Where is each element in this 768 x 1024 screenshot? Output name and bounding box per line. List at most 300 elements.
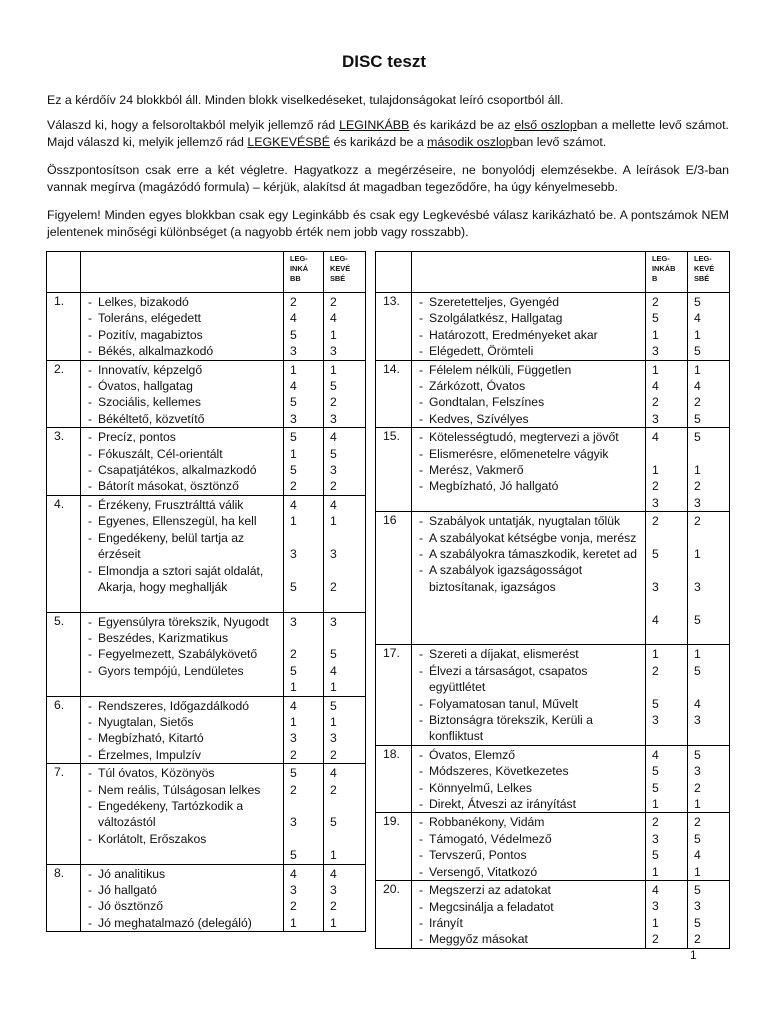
score-leginkabb[interactable]: 3	[290, 547, 297, 562]
statement-text: Versengő, Vitatkozó	[429, 864, 538, 879]
score-legkevesbe[interactable]: 1	[694, 327, 701, 342]
score-leginkabb[interactable]: 1	[290, 514, 297, 529]
score-legkevesbe[interactable]: 5	[330, 698, 337, 713]
score-legkevesbe[interactable]: 2	[330, 479, 337, 494]
score-leginkabb[interactable]: 5	[652, 848, 659, 863]
statement-item	[83, 446, 281, 462]
statement-item	[414, 780, 643, 796]
statement-item	[414, 747, 643, 763]
score-leginkabb[interactable]: 5	[652, 764, 659, 779]
statement-item	[414, 814, 643, 830]
score-leginkabb[interactable]: 1	[290, 680, 297, 695]
bullet-dash: -	[419, 411, 424, 426]
statement-text: Folyamatosan tanul, Művelt	[429, 696, 579, 711]
statement-item	[83, 798, 281, 831]
bullet-dash: -	[88, 327, 93, 342]
score-legkevesbe[interactable]: 2	[694, 932, 701, 947]
legkevesbe-scores	[324, 764, 366, 864]
leginkabb-scores	[646, 745, 688, 813]
block-statements	[81, 864, 284, 932]
block-number: 3.	[47, 428, 81, 496]
score-legkevesbe[interactable]: 5	[694, 831, 701, 846]
legkevesbe-scores	[688, 813, 730, 881]
instr-text-5: ban levő számot.	[512, 135, 607, 149]
statement-text: Zárkózott, Óvatos	[429, 379, 526, 394]
score-legkevesbe[interactable]: 5	[694, 663, 701, 678]
bullet-dash: -	[419, 530, 424, 545]
score-legkevesbe[interactable]: 5	[694, 344, 701, 359]
score-legkevesbe[interactable]: 3	[330, 731, 337, 746]
score-legkevesbe[interactable]: 3	[330, 614, 337, 629]
score-leginkabb[interactable]: 3	[290, 815, 297, 830]
header-empty-items	[81, 252, 284, 293]
block-number: 20.	[376, 881, 412, 949]
header-empty-num	[376, 252, 412, 293]
statement-item	[83, 614, 281, 630]
score-legkevesbe[interactable]: 1	[330, 848, 337, 863]
statement-text: Határozott, Eredményeket akar	[429, 327, 598, 342]
instr-masodik-oszlop: második oszlop	[427, 135, 513, 149]
leginkabb-scores	[646, 813, 688, 881]
statement-item	[83, 646, 281, 662]
score-legkevesbe[interactable]: 1	[694, 362, 701, 377]
statement-text: Csapatjátékos, alkalmazkodó	[98, 463, 257, 478]
leginkabb-scores	[284, 293, 324, 361]
score-leginkabb[interactable]: 3	[652, 344, 659, 359]
score-legkevesbe[interactable]: 5	[694, 915, 701, 930]
score-leginkabb[interactable]: 5	[652, 547, 659, 562]
statement-item	[414, 530, 643, 546]
block-number: 1.	[47, 293, 81, 361]
score-legkevesbe[interactable]: 5	[330, 815, 337, 830]
bullet-dash: -	[419, 446, 424, 461]
score-legkevesbe[interactable]: 2	[330, 747, 337, 762]
bullet-dash: -	[88, 647, 93, 662]
score-leginkabb[interactable]: 5	[652, 780, 659, 795]
block-row	[376, 745, 730, 813]
score-legkevesbe[interactable]: 5	[330, 647, 337, 662]
score-legkevesbe[interactable]: 3	[694, 712, 701, 727]
score-legkevesbe[interactable]: 5	[330, 446, 337, 461]
bullet-dash: -	[419, 647, 424, 662]
bullet-dash: -	[88, 295, 93, 309]
leginkabb-scores	[284, 696, 324, 764]
instr-text-4: és karikázd be a	[330, 135, 428, 149]
block-statements	[412, 360, 646, 428]
score-leginkabb[interactable]: 2	[652, 514, 659, 529]
bullet-dash: -	[88, 497, 93, 512]
legkevesbe-scores	[688, 293, 730, 361]
score-legkevesbe[interactable]: 5	[694, 883, 701, 898]
statement-text: Rendszeres, Időgazdálkodó	[98, 698, 250, 713]
statement-item	[83, 915, 281, 931]
legkevesbe-scores	[324, 864, 366, 932]
score-legkevesbe[interactable]: 1	[330, 915, 337, 930]
block-number: 5.	[47, 612, 81, 696]
score-leginkabb[interactable]: 5	[652, 311, 659, 326]
block-number: 7.	[47, 764, 81, 864]
score-legkevesbe[interactable]: 4	[330, 311, 337, 326]
statement-item	[83, 747, 281, 763]
score-leginkabb[interactable]: 2	[290, 899, 297, 914]
score-leginkabb[interactable]: 2	[290, 295, 297, 309]
score-legkevesbe[interactable]: 5	[694, 612, 701, 627]
score-legkevesbe[interactable]: 1	[330, 715, 337, 730]
score-legkevesbe[interactable]: 5	[694, 411, 701, 426]
score-legkevesbe[interactable]: 2	[694, 514, 701, 529]
statement-item	[83, 698, 281, 714]
score-leginkabb[interactable]: 3	[290, 614, 297, 629]
bullet-dash: -	[419, 663, 424, 678]
statement-text: Engedékeny, Tartózkodik a változástól	[98, 799, 244, 830]
score-leginkabb[interactable]: 2	[290, 782, 297, 797]
statement-text: A szabályok igazságosságot biztosítanak, igazságos	[429, 563, 583, 594]
legkevesbe-scores	[324, 293, 366, 361]
score-leginkabb[interactable]: 4	[652, 379, 659, 394]
bullet-dash: -	[419, 379, 424, 394]
score-legkevesbe[interactable]: 1	[694, 797, 701, 812]
intro-paragraph: Ez a kérdőív 24 blokkból áll. Minden blokk viselkedéseket, tulajdonságokat leíró csoportból áll.	[47, 93, 564, 107]
score-leginkabb[interactable]: 4	[652, 747, 659, 762]
statement-text: Jó ösztönző	[98, 899, 164, 914]
score-legkevesbe[interactable]: 1	[330, 680, 337, 695]
score-legkevesbe[interactable]: 1	[330, 514, 337, 529]
score-leginkabb[interactable]: 5	[290, 663, 297, 678]
right-disc-table	[375, 251, 730, 949]
statement-item	[414, 546, 643, 562]
score-leginkabb[interactable]: 5	[290, 395, 297, 410]
statement-text: Beszédes, Karizmatikus	[98, 631, 229, 646]
leginkabb-scores	[646, 645, 688, 745]
bullet-dash: -	[88, 731, 93, 746]
score-legkevesbe[interactable]: 2	[330, 782, 337, 797]
bullet-dash: -	[419, 514, 424, 529]
statement-item	[414, 378, 643, 394]
score-leginkabb[interactable]: 3	[290, 731, 297, 746]
block-number: 4.	[47, 495, 81, 612]
bullet-dash: -	[88, 698, 93, 713]
score-legkevesbe[interactable]: 4	[330, 866, 337, 881]
bullet-dash: -	[88, 631, 93, 646]
score-leginkabb[interactable]: 4	[290, 866, 297, 881]
bullet-dash: -	[419, 780, 424, 795]
score-legkevesbe[interactable]: 2	[330, 395, 337, 410]
score-leginkabb[interactable]: 1	[652, 647, 659, 662]
score-leginkabb[interactable]: 1	[652, 797, 659, 812]
block-statements	[412, 881, 646, 949]
statement-text: Megbízható, Jó hallgató	[429, 479, 559, 494]
score-legkevesbe[interactable]: 4	[330, 766, 337, 781]
score-leginkabb[interactable]: 3	[652, 712, 659, 727]
score-legkevesbe[interactable]: 2	[694, 479, 701, 494]
block-row	[376, 428, 730, 512]
score-legkevesbe[interactable]: 2	[330, 295, 337, 309]
statement-item	[414, 915, 643, 931]
block-number: 13.	[376, 293, 412, 361]
score-leginkabb[interactable]: 3	[290, 344, 297, 359]
score-legkevesbe[interactable]: 4	[330, 430, 337, 445]
statement-text: Biztonságra törekszik, Kerüli a konfliktust	[429, 713, 593, 744]
statement-text: Kötelességtudó, megtervezi a jövőt	[429, 430, 619, 445]
score-legkevesbe[interactable]: 1	[694, 547, 701, 562]
score-legkevesbe[interactable]: 2	[694, 780, 701, 795]
bullet-dash: -	[419, 797, 424, 812]
bullet-dash: -	[419, 815, 424, 830]
statement-item	[414, 394, 643, 410]
score-leginkabb[interactable]: 2	[652, 479, 659, 494]
score-legkevesbe[interactable]: 2	[330, 579, 337, 594]
leginkabb-scores	[646, 293, 688, 361]
score-legkevesbe[interactable]: 1	[694, 463, 701, 478]
bullet-dash: -	[88, 446, 93, 461]
score-leginkabb[interactable]: 3	[652, 831, 659, 846]
score-leginkabb[interactable]: 5	[290, 579, 297, 594]
block-statements	[81, 293, 284, 361]
statement-text: Merész, Vakmerő	[429, 463, 524, 478]
bullet-dash: -	[88, 782, 93, 797]
block-statements	[412, 813, 646, 881]
score-legkevesbe[interactable]: 1	[330, 327, 337, 342]
score-legkevesbe[interactable]: 3	[330, 463, 337, 478]
score-legkevesbe[interactable]: 3	[694, 495, 701, 510]
page-number: 1	[690, 948, 697, 962]
block-row	[376, 360, 730, 428]
header-legkevesbe	[688, 252, 730, 293]
score-leginkabb[interactable]: 2	[290, 747, 297, 762]
statement-text: Robbanékony, Vidám	[429, 815, 545, 830]
score-leginkabb[interactable]: 1	[290, 446, 297, 461]
left-disc-table	[46, 251, 366, 932]
statement-text: Korlátolt, Erőszakos	[98, 831, 207, 846]
score-leginkabb[interactable]: 2	[290, 647, 297, 662]
score-legkevesbe[interactable]: 2	[330, 899, 337, 914]
statement-text: A szabályokat kétségbe vonja, merész	[429, 530, 637, 545]
statement-text: Egyenes, Ellenszegül, ha kell	[98, 514, 257, 529]
score-leginkabb[interactable]: 2	[652, 663, 659, 678]
score-leginkabb[interactable]: 2	[290, 479, 297, 494]
block-number: 19.	[376, 813, 412, 881]
score-leginkabb[interactable]: 4	[652, 883, 659, 898]
statement-text: Tervszerű, Pontos	[429, 848, 527, 863]
leginkabb-scores	[284, 495, 324, 612]
score-legkevesbe[interactable]: 3	[330, 547, 337, 562]
legkevesbe-scores	[324, 428, 366, 496]
score-leginkabb[interactable]: 1	[652, 327, 659, 342]
bullet-dash: -	[419, 311, 424, 326]
score-leginkabb[interactable]: 3	[290, 411, 297, 426]
score-leginkabb[interactable]: 1	[652, 915, 659, 930]
block-statements	[412, 293, 646, 361]
score-leginkabb[interactable]: 1	[652, 362, 659, 377]
leginkabb-scores	[646, 512, 688, 645]
statement-item	[83, 782, 281, 798]
statement-text: Fókuszált, Cél-orientált	[98, 446, 223, 461]
statement-text: Fegyelmezett, Szabálykövető	[98, 647, 258, 662]
score-leginkabb[interactable]: 4	[290, 497, 297, 512]
legkevesbe-scores	[324, 612, 366, 696]
score-leginkabb[interactable]: 4	[290, 379, 297, 394]
statement-item	[83, 294, 281, 310]
score-leginkabb[interactable]: 3	[652, 495, 659, 510]
score-leginkabb[interactable]: 4	[652, 430, 659, 445]
bullet-dash: -	[419, 696, 424, 711]
bullet-dash: -	[419, 864, 424, 879]
score-legkevesbe[interactable]: 3	[330, 344, 337, 359]
score-leginkabb[interactable]: 1	[652, 463, 659, 478]
block-statements	[412, 645, 646, 745]
score-leginkabb[interactable]: 5	[290, 463, 297, 478]
score-legkevesbe[interactable]: 2	[694, 815, 701, 830]
statement-text: Precíz, pontos	[98, 430, 176, 445]
bullet-dash: -	[88, 463, 93, 478]
statement-text: Szolgálatkész, Hallgatag	[429, 311, 563, 326]
block-statements	[81, 612, 284, 696]
block-row	[47, 864, 366, 932]
instr-text-1: Válaszd ki, hogy a felsoroltakból melyik jellemző rád	[47, 118, 340, 132]
score-legkevesbe[interactable]: 4	[330, 497, 337, 512]
statement-item	[83, 630, 281, 646]
score-legkevesbe[interactable]: 4	[694, 311, 701, 326]
score-legkevesbe[interactable]: 3	[694, 764, 701, 779]
statement-text: Módszeres, Következetes	[429, 764, 569, 779]
statement-text: Szereti a díjakat, elismerést	[429, 647, 579, 662]
statement-item	[83, 411, 281, 427]
statement-item	[414, 712, 643, 745]
statement-item	[414, 562, 643, 595]
bullet-dash: -	[88, 747, 93, 762]
score-legkevesbe[interactable]: 3	[330, 411, 337, 426]
statement-text: Nyugtalan, Sietős	[98, 715, 194, 730]
statement-item	[414, 294, 643, 310]
block-row	[376, 645, 730, 745]
bullet-dash: -	[88, 614, 93, 629]
statement-item	[414, 899, 643, 915]
score-legkevesbe[interactable]: 5	[694, 747, 701, 762]
block-number: 2.	[47, 360, 81, 428]
statement-item	[83, 714, 281, 730]
score-leginkabb[interactable]: 4	[290, 698, 297, 713]
bullet-dash: -	[419, 713, 424, 728]
statement-item	[414, 411, 643, 427]
score-leginkabb[interactable]: 1	[652, 864, 659, 879]
score-leginkabb[interactable]: 3	[290, 883, 297, 898]
score-legkevesbe[interactable]: 1	[694, 864, 701, 879]
statement-item	[414, 362, 643, 378]
right-table-header	[376, 252, 730, 293]
score-legkevesbe[interactable]: 4	[694, 379, 701, 394]
legkevesbe-scores	[324, 696, 366, 764]
score-legkevesbe[interactable]: 5	[694, 430, 701, 445]
header-empty-items	[412, 252, 646, 293]
statement-item	[414, 831, 643, 847]
score-leginkabb[interactable]: 3	[652, 411, 659, 426]
block-number: 18.	[376, 745, 412, 813]
statement-text: Toleráns, elégedett	[98, 311, 201, 326]
score-leginkabb[interactable]: 2	[652, 395, 659, 410]
bullet-dash: -	[88, 866, 93, 881]
score-leginkabb[interactable]: 5	[290, 766, 297, 781]
score-leginkabb[interactable]: 2	[652, 815, 659, 830]
bullet-dash: -	[88, 362, 93, 377]
score-legkevesbe[interactable]: 1	[694, 647, 701, 662]
bullet-dash: -	[88, 344, 93, 359]
score-leginkabb[interactable]: 2	[652, 295, 659, 309]
bullet-dash: -	[88, 395, 93, 410]
statement-item	[83, 394, 281, 410]
score-leginkabb[interactable]: 4	[652, 612, 659, 627]
statement-item	[83, 310, 281, 326]
score-legkevesbe[interactable]: 2	[694, 395, 701, 410]
statement-text: Érzelmes, Impulzív	[98, 747, 201, 762]
score-leginkabb[interactable]: 5	[290, 848, 297, 863]
statement-item	[414, 478, 643, 494]
score-legkevesbe[interactable]: 4	[330, 663, 337, 678]
bullet-dash: -	[419, 899, 424, 914]
score-leginkabb[interactable]: 1	[290, 915, 297, 930]
block-row	[47, 293, 366, 361]
score-leginkabb[interactable]: 5	[290, 327, 297, 342]
bullet-dash: -	[419, 848, 424, 863]
bullet-dash: -	[88, 915, 93, 930]
score-legkevesbe[interactable]: 1	[330, 362, 337, 377]
statement-item	[83, 563, 281, 596]
leginkabb-scores	[284, 428, 324, 496]
statement-item	[414, 446, 643, 462]
bullet-dash: -	[88, 411, 93, 426]
score-legkevesbe[interactable]: 4	[694, 696, 701, 711]
statement-text: Egyensúlyra törekszik, Nyugodt	[98, 614, 269, 629]
left-table-header	[47, 252, 366, 293]
header-leginkabb	[284, 252, 324, 293]
bullet-dash: -	[419, 362, 424, 377]
column-header-label: LEG- KEVÉ SBÉ	[330, 254, 351, 283]
score-leginkabb[interactable]: 3	[652, 899, 659, 914]
statement-text: Békéltető, közvetítő	[98, 411, 205, 426]
bullet-dash: -	[419, 327, 424, 342]
statement-item	[414, 343, 643, 359]
bullet-dash: -	[419, 764, 424, 779]
bullet-dash: -	[419, 883, 424, 898]
score-leginkabb[interactable]: 5	[290, 430, 297, 445]
block-number: 14.	[376, 360, 412, 428]
block-number: 17.	[376, 645, 412, 745]
bullet-dash: -	[88, 715, 93, 730]
score-leginkabb[interactable]: 2	[652, 932, 659, 947]
block-statements	[412, 428, 646, 512]
score-legkevesbe[interactable]: 3	[694, 579, 701, 594]
score-legkevesbe[interactable]: 3	[330, 883, 337, 898]
focus-paragraph: Összpontosítson csak erre a két végletre. Hagyatkozz a megérzéseire, ne bonyolódj elemzésekbe. A leírások E/3-ban vannak megírva (magázódó formula) – kérjük, alakítsd át magadban tegeződőre, ha úgy kényelmesebb.	[47, 163, 729, 194]
bullet-dash: -	[88, 799, 93, 814]
score-leginkabb[interactable]: 5	[652, 696, 659, 711]
score-legkevesbe[interactable]: 3	[694, 899, 701, 914]
score-leginkabb[interactable]: 4	[290, 311, 297, 326]
column-header-label: LEG- INKÁ BB	[290, 254, 309, 283]
score-leginkabb[interactable]: 3	[652, 579, 659, 594]
bullet-dash: -	[88, 311, 93, 326]
legkevesbe-scores	[688, 428, 730, 512]
leginkabb-scores	[284, 764, 324, 864]
bullet-dash: -	[419, 295, 424, 309]
score-legkevesbe[interactable]: 5	[694, 295, 701, 309]
score-leginkabb[interactable]: 1	[290, 362, 297, 377]
statement-text: Szeretetteljes, Gyengéd	[429, 295, 560, 309]
score-legkevesbe[interactable]: 5	[330, 379, 337, 394]
score-legkevesbe[interactable]: 4	[694, 848, 701, 863]
score-leginkabb[interactable]: 1	[290, 715, 297, 730]
statement-item	[83, 362, 281, 378]
legkevesbe-scores	[324, 495, 366, 612]
